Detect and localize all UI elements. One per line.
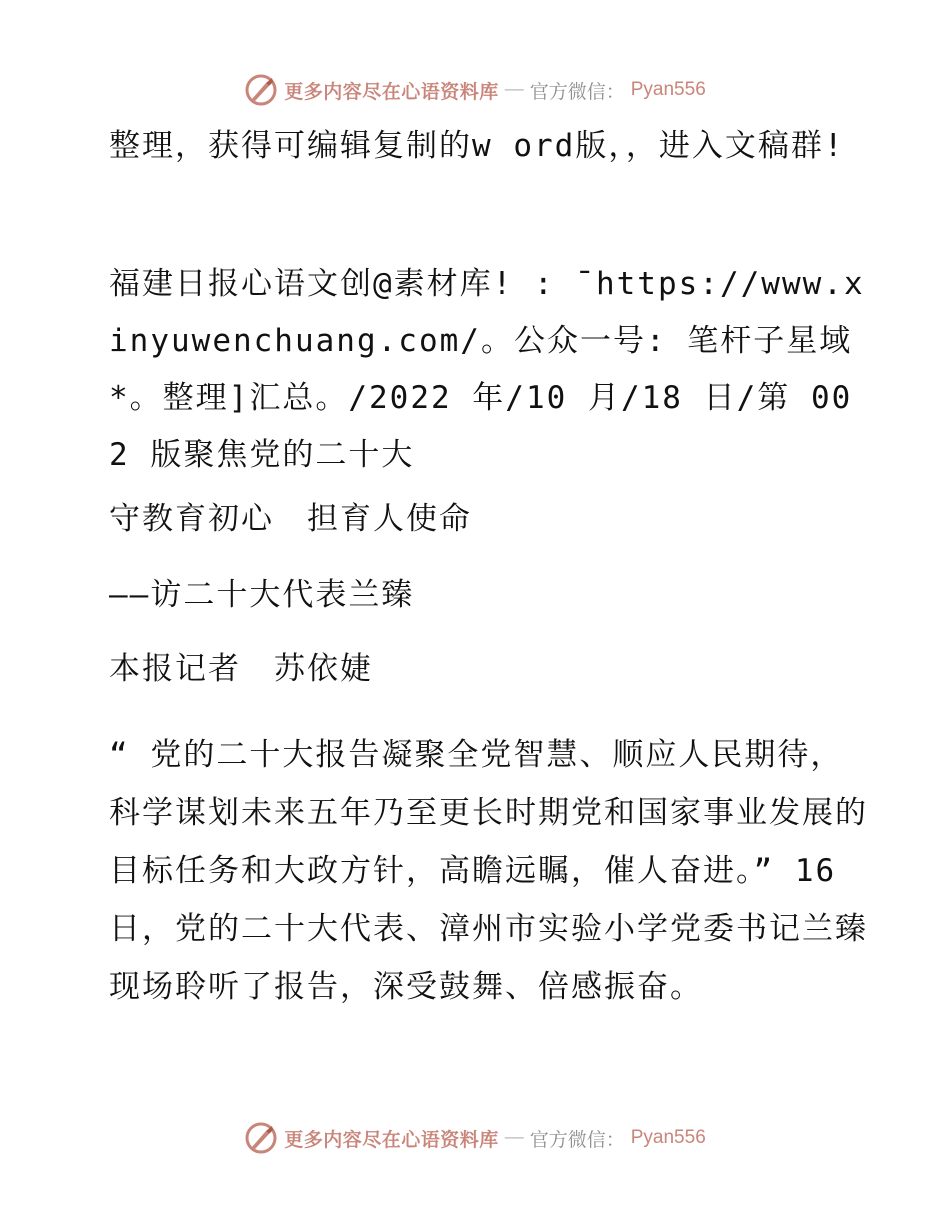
footer-account: Pyan556 [630,1127,706,1148]
footer-watermark [0,1118,950,1158]
quill-circle-icon [244,1121,278,1155]
footer-main-text: 更多内容尽在心语资料库 [284,1129,499,1151]
header-separator: — [504,79,524,100]
header-channel-label: 官方微信： [529,81,625,103]
header-account: Pyan556 [630,79,706,100]
header-main-text: 更多内容尽在心语资料库 [284,81,499,103]
footer-channel-label: 官方微信： [529,1129,625,1151]
source-paragraph: 福建日报心语文创@素材库! : ¯https://www.xinyuwenchuang.com/。公众一号: 笔杆子星域*。整理]汇总。/2022 年/10 月/18 日/第 002 版聚焦党的二十大 [109,266,865,473]
intro-paragraph: 整理，获得可编辑复制的w ord版，，进入文稿群! [109,128,845,164]
article-title: 守教育初心 担育人使命 [109,501,472,537]
article-byline: 本报记者 苏依婕 [109,651,373,687]
footer-separator: — [504,1127,524,1148]
article-subtitle: ——访二十大代表兰臻 [109,577,415,613]
header-watermark [0,70,950,110]
lead-paragraph: “ 党的二十大报告凝聚全党智慧、顺应人民期待，科学谋划未来五年乃至更长时期党和国家事业发展的目标任务和大政方针，高瞻远瞩，催人奋进。” 16 日，党的二十大代表、漳州市实验小学党委书记兰臻现场聆听了报告，深受鼓舞、倍感振奋。 [109,737,868,1005]
quill-circle-icon [244,73,278,107]
